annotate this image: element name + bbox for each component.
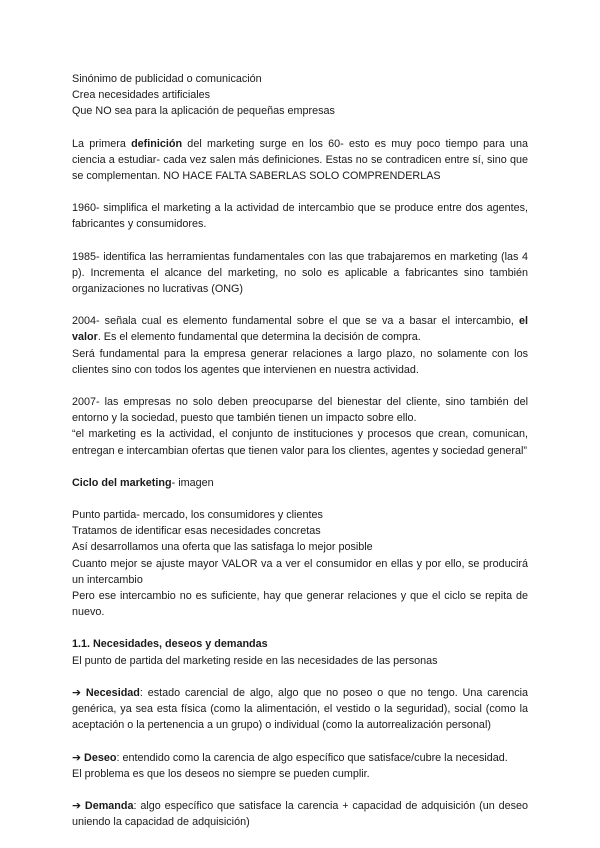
- ciclo-line-2: Tratamos de identificar esas necesidades concretas: [72, 525, 321, 538]
- definition-deseo: [72, 750, 528, 782]
- paragraph-2004-first: [72, 313, 528, 345]
- paragraph-1960: 1960- simplifica el marketing a la actividad de intercambio que se produce entre dos agentes, fabricantes y consumidores.: [72, 202, 528, 231]
- ciclo-line-1: Punto partida- mercado, los consumidores y clientes: [72, 509, 323, 522]
- section-heading: [72, 636, 528, 652]
- arrow-icon: ➔: [72, 751, 82, 764]
- ciclo-heading: [72, 475, 528, 491]
- arrow-icon: ➔: [72, 799, 82, 812]
- p2004-bold: el valor: [72, 315, 528, 344]
- section-intro: El punto de partida del marketing reside en las necesidades de las personas: [72, 654, 438, 667]
- demanda-text: : algo específico que satisface la carencia + capacidad de adquisición (un deseo uniendo la capacidad de adquisición): [72, 799, 528, 829]
- intro-line-3: Que NO sea para la aplicación de pequeñas empresas: [72, 105, 335, 118]
- ciclo-heading-bold: Ciclo del marketing: [72, 476, 172, 489]
- deseo-second: El problema es que los deseos no siempre se pueden cumplir.: [72, 767, 370, 780]
- arrow-icon: ➔: [72, 686, 82, 699]
- paragraph-2004-second: Será fundamental para la empresa generar relaciones a largo plazo, no solamente con los clientes sino con todos los agentes que intervienen en nuestra actividad.: [72, 347, 528, 376]
- definicion-bold: definición: [131, 137, 183, 150]
- paragraph-2007-quote: “el marketing es la actividad, el conjunto de instituciones y procesos que crean, comunican, entregan e intercambian ofertas que tienen valor para los clientes, agentes y sociedad general”: [72, 428, 528, 457]
- intro-list: [72, 71, 528, 120]
- deseo-text: : entendido como la carencia de algo específico que satisface/cubre la necesidad.: [116, 751, 508, 764]
- paragraph-2004: [72, 313, 528, 378]
- deseo-first: [72, 750, 528, 766]
- definicion-text-after: del marketing surge en los 60- esto es muy poco tiempo para una ciencia a estudiar- cada vez salen más definiciones. Estas no se contradicen entre sí, sino que se complementan. NO HACE FALTA SABERLAS SOLO COMPRENDERLAS: [72, 137, 528, 183]
- definicion-text-before: La primera: [72, 137, 132, 150]
- paragraph-1985: 1985- identifica las herramientas fundamentales con las que trabajaremos en marketing (las 4 p). Incrementa el alcance del marketing, no solo es aplicable a fabricantes sino también organizaciones no lucrativas (ONG): [72, 250, 528, 296]
- intro-line-2: Crea necesidades artificiales: [72, 89, 211, 102]
- ciclo-final: Pero ese intercambio no es suficiente, hay que generar relaciones y que el ciclo se repita de nuevo.: [72, 590, 528, 619]
- intro-line-1: Sinónimo de publicidad o comunicación: [72, 73, 262, 85]
- p2004-text-before: 2004- señala cual es elemento fundamental sobre el que se va a basar el intercambio,: [72, 315, 519, 328]
- ciclo-list: [72, 507, 528, 620]
- section-heading-bold: 1.1. Necesidades, deseos y demandas: [72, 638, 268, 651]
- p2004-text-after: . Es el elemento fundamental que determina la decisión de compra.: [97, 331, 421, 344]
- paragraph-definicion: [72, 136, 528, 185]
- ciclo-line-3: Así desarrollamos una oferta que las satisfaga lo mejor posible: [72, 541, 373, 554]
- necesidad-text: : estado carencial de algo, algo que no poseo o que no tengo. Una carencia genérica, ya sea esta física (como la alimentación, el vestido o la seguridad), social (como la aceptación o la pertenencia a un grupo) o individual (como la autorrealización personal): [72, 686, 529, 732]
- section-1-1: [72, 636, 528, 668]
- ciclo-heading-after: - imagen: [171, 476, 214, 489]
- definition-demanda: [72, 798, 528, 830]
- ciclo-valor: Cuanto mejor se ajuste mayor VALOR va a ver el consumidor en ellas y por ello, se producirá un intercambio: [72, 557, 528, 586]
- paragraph-2007: [72, 394, 528, 459]
- necesidad-term: Necesidad: [85, 686, 140, 699]
- demanda-term: Demanda: [84, 799, 134, 812]
- definition-necesidad: [72, 685, 528, 734]
- deseo-term: Deseo: [84, 751, 117, 764]
- paragraph-2007-first: 2007- las empresas no solo deben preocuparse del bienestar del cliente, sino también del entorno y la sociedad, puesto que también tienen un impacto sobre ello.: [72, 396, 528, 425]
